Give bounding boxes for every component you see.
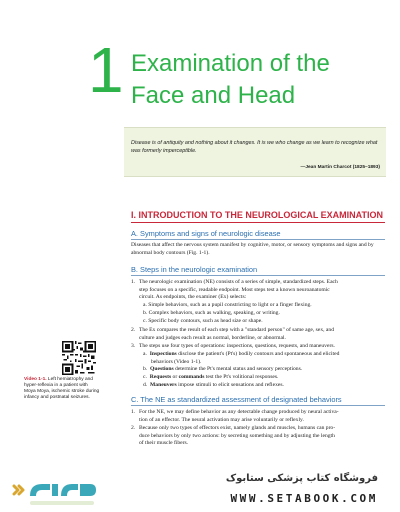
b-item1-b: b. Complex behaviors, such as walking, speaking, or writing. <box>143 310 280 316</box>
b-item3-c-rest: test the Pt's volitional responses. <box>204 374 279 380</box>
c-item2-number: 2. <box>131 425 136 431</box>
b-item2-number: 2. <box>131 327 136 333</box>
c-item1-line2: tion of an effector. The neural activation may arise voluntarily or reflexly. <box>139 416 304 423</box>
b-item3-d-term: Maneuvers <box>150 382 177 388</box>
epigraph-author: —Jean Martin Charcot (1825–1893) <box>300 165 380 170</box>
section-rule <box>131 222 385 223</box>
subsection-a-paragraph <box>131 242 385 257</box>
epigraph-text: Disease is of antiquity and nothing about it changes. It is we who change as we learn to recognize what was formerly imperceptible. <box>131 140 378 154</box>
qr-code-icon[interactable] <box>62 341 96 375</box>
b-item1-line3: circuit. As endpoints, the examiner (Ex) selects: <box>139 294 247 300</box>
b-item3-line1: The steps use four types of operations: inspections, questions, requests, and maneuvers. <box>139 343 335 349</box>
subsection-a-rule <box>131 239 385 240</box>
section-heading: I. INTRODUCTION TO THE NEUROLOGICAL EXAMINATION <box>131 210 383 220</box>
chapter-number: 1 <box>88 34 124 106</box>
video-caption-label: Video 1-1. <box>24 377 47 382</box>
b-item3-a-rest2: behaviors (Video 1-1). <box>151 358 202 365</box>
b-item3-c: c. Requests or commands test the Pt's volitional responses. <box>143 374 279 380</box>
b-item1-number: 1. <box>131 279 136 285</box>
subsection-a-heading: A. Symptoms and signs of neurologic disease <box>131 229 281 238</box>
b-item3-a-term: Inspections <box>149 351 177 357</box>
watermark-persian-title: فروشگاه کتاب پزشکی ستابوک <box>225 473 378 484</box>
b-item2-line2: culture and judges each result as normal, borderline, or abnormal. <box>139 334 286 341</box>
video-caption-text: Left hemiatrophy and hyper-reflexia in a patient with Moya Moya, ischemic stroke during infancy and postnatal seizures. <box>24 377 100 400</box>
c-item2-line2: duce behaviors by only two actions: by secreting something and by adjusting the length <box>139 432 335 439</box>
b-item3-c-term2: commands <box>178 374 205 380</box>
b-item3-a: a. Inspections disclose the patient's (Pt's) bodily contours and spontaneous and elicited <box>143 351 340 357</box>
b-item3-c-mid: or <box>171 374 179 380</box>
subsection-b-rule <box>131 275 385 276</box>
b-item3-a-rest1: disclose the patient's (Pt's) bodily contours and spontaneous and elicited <box>176 351 340 357</box>
subsection-b-heading: B. Steps in the neurologic examination <box>131 265 258 274</box>
subsection-c-rule <box>131 405 385 406</box>
b-item3-number: 3. <box>131 343 136 349</box>
c-item1-number: 1. <box>131 409 136 415</box>
c-item2-line1: Because only two types of effectors exist, namely glands and muscles, humans can pro- <box>139 425 336 431</box>
b-item3-c-term: Requests <box>149 374 172 380</box>
subsection-a-text: Diseases that affect the nervous system manifest by cognitive, motor, or sensory symptoms and signs and by abnormal body contours (Fig. 1-1). <box>131 242 374 256</box>
c-item1-line1: For the NE, we may define behavior as any detectable change produced by neural activa- <box>139 409 339 415</box>
b-item1-line2: step focuses on a specific, readable endpoint. Most steps test a known neuroanatomic <box>139 286 330 293</box>
watermark-url[interactable]: WWW.SETABOOK.COM <box>230 492 378 505</box>
b-item3-b: b. Questions determine the Pt's mental status and sensory perceptions. <box>143 366 303 372</box>
b-item3-b-rest: determine the Pt's mental status and sensory perceptions. <box>173 366 303 372</box>
c-item2-line3: of their muscle fibers. <box>139 440 189 446</box>
b-item1-c: c. Specific body contours, such as head size or shape. <box>143 318 263 324</box>
chapter-title-line2: Face and Head <box>131 82 296 109</box>
setabook-logo-icon <box>12 476 98 508</box>
b-item3-b-term: Questions <box>150 366 174 372</box>
subsection-c-heading: C. The NE as standardized assessment of designated behaviors <box>131 395 342 404</box>
video-caption <box>24 377 100 401</box>
b-item2-line1: The Ex compares the result of each step with a "standard person" of same age, sex, and <box>139 327 334 333</box>
b-item1-line1: The neurologic examination (NE) consists of a series of simple, standardized steps. Each <box>139 279 338 285</box>
chapter-title-line1: Examination of the <box>131 50 330 77</box>
b-item3-d: d. Maneuvers impose stimuli to elicit sensations and reflexes. <box>143 382 284 388</box>
b-item3-d-rest: impose stimuli to elicit sensations and reflexes. <box>176 382 284 388</box>
b-item1-a: a. Simple behaviors, such as a pupil constricting to light or a finger flexing. <box>143 302 312 308</box>
